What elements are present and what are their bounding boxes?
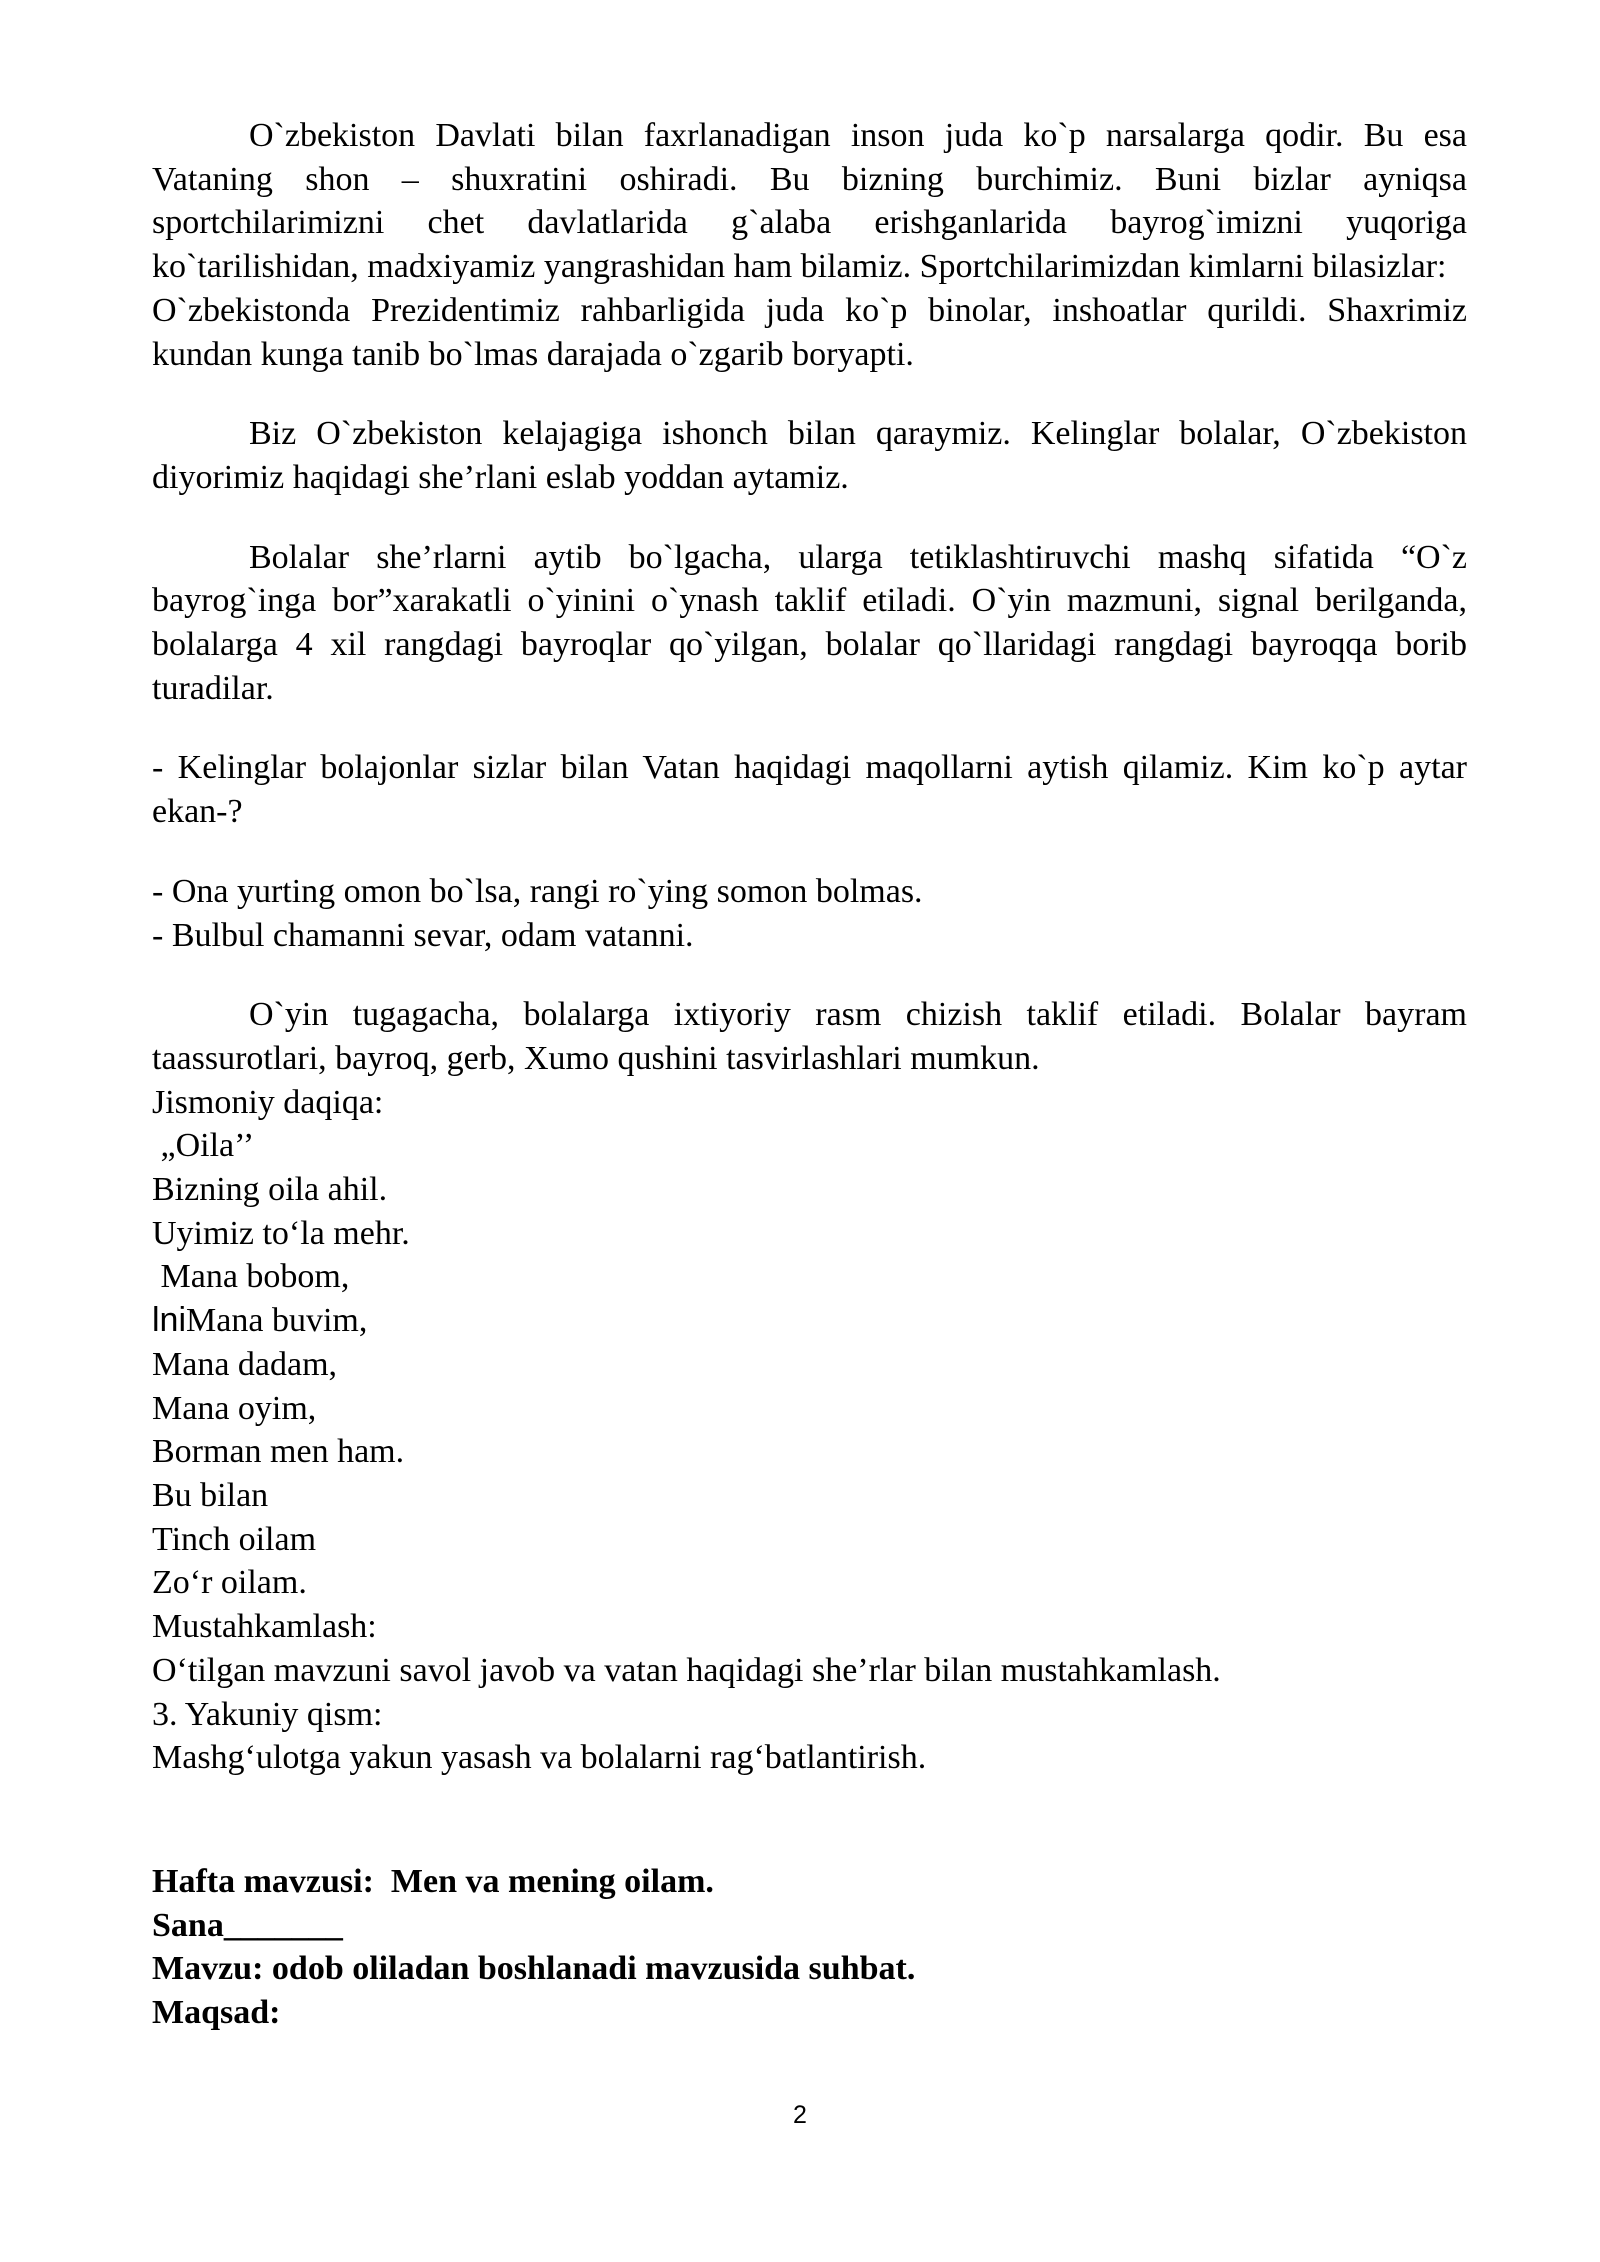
paragraph-proverbs-intro: - Kelinglar bolajonlar sizlar bilan Vatan haqidagi maqollarni aytish qilamiz. Kim ko`p aytar ekan-?: [152, 749, 1467, 831]
reinforcement-text: O‘tilgan mavzuni savol javob va vatan haqidagi she’rlar bilan mustahkamlash.: [152, 1651, 1221, 1689]
poem-line: Tinch oilam: [152, 1520, 317, 1558]
poem-line: Mana bobom,: [152, 1258, 350, 1296]
exercise-heading: Jismoniy daqiqa:: [152, 1083, 384, 1121]
poem-line-text: Mana buvim,: [186, 1302, 368, 1340]
poem-line: Zo‘r oilam.: [152, 1564, 307, 1602]
proverb-1: - Ona yurting omon bo`lsa, rangi ro`ying somon bolmas.: [152, 872, 923, 910]
document-page: [152, 114, 1467, 2035]
paragraph-construction: O`zbekistonda Prezidentimiz rahbarligida juda ko`p binolar, inshoatlar qurildi. Shaxrimiz kundan kunga tanib bo`lmas darajada o`zgarib boryapti.: [152, 291, 1467, 373]
poem-line: Borman men ham.: [152, 1433, 405, 1471]
final-part-text: Mashg‘ulotga yakun yasash va bolalarni rag‘batlantirish.: [152, 1739, 927, 1777]
exercise-title: „Oila’’: [152, 1127, 255, 1165]
lesson-topic: Mavzu: odob oliladan boshlanadi mavzusida suhbat.: [152, 1950, 916, 1988]
final-part-heading: 3. Yakuniy qism:: [152, 1695, 383, 1733]
poem-line: Uyimiz to‘la mehr.: [152, 1214, 410, 1252]
paragraph-pride: O`zbekiston Davlati bilan faxrlanadigan inson juda ko`p narsalarga qodir. Bu esa Vataning shon – shuxratini oshiradi. Bu bizning burchimiz. Buni bizlar ayniqsa sportchilarimizni chet davlatlarida g`alaba erishganlarida bayrog`imizni yuqoriga ko`tarilishidan, madxiyamiz yangrashidan ham bilamiz. Sportchilarimizdan kimlarni bilasizlar:: [152, 117, 1467, 286]
week-topic: Hafta mavzusi: Men va mening oilam.: [152, 1862, 714, 1900]
poem-line: Bizning oila ahil.: [152, 1171, 388, 1209]
reinforcement-heading: Mustahkamlash:: [152, 1608, 377, 1646]
paragraph-future: Biz O`zbekiston kelajagiga ishonch bilan qaraymiz. Kelinglar bolalar, O`zbekiston diyorimiz haqidagi she’rlani eslab yoddan aytamiz.: [152, 415, 1467, 496]
poem-line: Mana oyim,: [152, 1389, 317, 1427]
stray-prefix: lni: [152, 1301, 187, 1340]
date-line: Sana_______: [152, 1906, 343, 1944]
proverb-2: - Bulbul chamanni sevar, odam vatanni.: [152, 916, 694, 954]
next-lesson-block: [152, 1860, 1467, 2035]
paragraph-flag-game: Bolalar she’rlarni aytib bo`lgacha, ularga tetiklashtiruvchi mashq sifatida “O`z bayrog`inga bor”xarakatli o`yinini o`ynash taklif etiladi. O`yin mazmuni, signal berilganda, bolalarga 4 xil rangdagi bayroqlar qo`yilgan, bolalar qo`llaridagi rangdagi bayroqqa borib turadilar.: [152, 538, 1467, 707]
poem-line: [152, 1299, 1467, 1343]
poem-line: Mana dadam,: [152, 1345, 338, 1383]
poem-line: Bu bilan: [152, 1476, 269, 1514]
page-number: 2: [793, 2101, 807, 2129]
paragraph-drawing: O`yin tugagacha, bolalarga ixtiyoriy rasm chizish taklif etiladi. Bolalar bayram taassurotlari, bayroq, gerb, Xumo qushini tasvirlashlari mumkun.: [152, 996, 1467, 1077]
lesson-goal: Maqsad:: [152, 1994, 281, 2032]
